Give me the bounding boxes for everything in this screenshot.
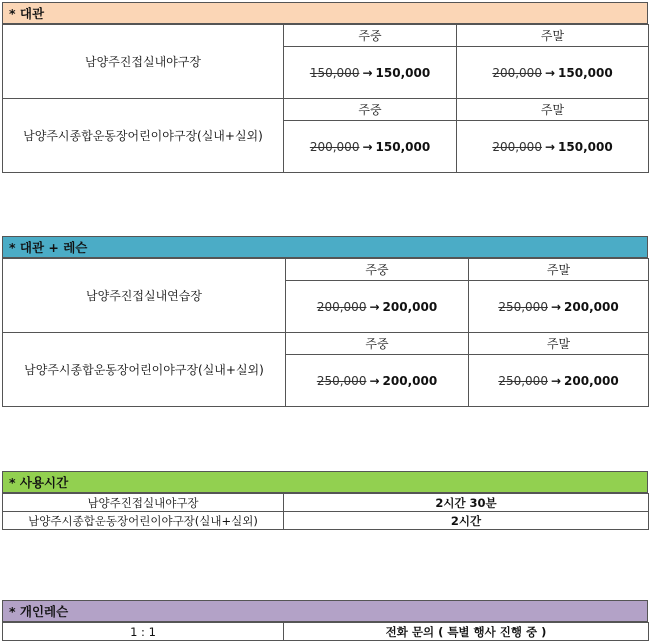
- section-header: * 사용시간: [2, 471, 648, 493]
- weekend-label: 주말: [469, 259, 649, 281]
- arrow-icon: →: [544, 139, 556, 154]
- facility-name: 남양주진접실내연습장: [3, 259, 286, 333]
- arrow-icon: →: [369, 299, 380, 314]
- weekend-label: 주말: [469, 333, 649, 355]
- facility-name: 남양주시종합운동장어린이야구장(실내+실외): [3, 99, 284, 173]
- old-price: 250,000: [316, 373, 367, 388]
- weekend-label: 주말: [457, 99, 649, 121]
- section-rental: [2, 2, 648, 173]
- old-price: 200,000: [309, 139, 360, 154]
- usage-table: [2, 493, 649, 530]
- weekend-price: [469, 281, 649, 333]
- section-usage-time: [2, 471, 648, 530]
- weekend-price: [457, 47, 649, 99]
- lesson-table: [2, 622, 649, 641]
- old-price: 200,000: [316, 299, 367, 314]
- lesson-type: 1 : 1: [3, 623, 284, 641]
- weekday-price: [284, 47, 457, 99]
- arrow-icon: →: [550, 373, 562, 388]
- weekend-price: [469, 355, 649, 407]
- section-header: * 개인레슨: [2, 600, 648, 622]
- arrow-icon: →: [544, 65, 556, 80]
- weekday-price: [284, 121, 457, 173]
- facility-name: 남양주진접실내야구장: [3, 494, 284, 512]
- arrow-icon: →: [550, 299, 562, 314]
- facility-name: 남양주시종합운동장어린이야구장(실내+실외): [3, 333, 286, 407]
- arrow-icon: →: [362, 65, 373, 80]
- new-price: 150,000: [558, 139, 613, 154]
- lesson-value: 전화 문의 ( 특별 행사 진행 중 ): [284, 623, 649, 641]
- new-price: 150,000: [375, 65, 431, 80]
- usage-value: 2시간: [284, 512, 649, 530]
- section-header: * 대관 + 레슨: [2, 236, 648, 258]
- old-price: 250,000: [498, 373, 548, 388]
- new-price: 200,000: [564, 299, 619, 314]
- weekday-label: 주중: [286, 259, 469, 281]
- old-price: 200,000: [492, 139, 542, 154]
- usage-value: 2시간 30분: [284, 494, 649, 512]
- arrow-icon: →: [369, 373, 380, 388]
- old-price: 250,000: [498, 299, 548, 314]
- section-rental-lesson: [2, 236, 648, 407]
- price-table: [2, 24, 649, 173]
- facility-name: 남양주시종합운동장어린이야구장(실내+실외): [3, 512, 284, 530]
- old-price: 150,000: [309, 65, 360, 80]
- weekday-label: 주중: [284, 25, 457, 47]
- section-private-lesson: [2, 600, 648, 641]
- section-header: * 대관: [2, 2, 648, 24]
- old-price: 200,000: [492, 65, 542, 80]
- price-table: [2, 258, 649, 407]
- weekday-label: 주중: [286, 333, 469, 355]
- weekend-label: 주말: [457, 25, 649, 47]
- new-price: 200,000: [382, 299, 438, 314]
- weekday-price: [286, 355, 469, 407]
- weekday-price: [286, 281, 469, 333]
- weekday-label: 주중: [284, 99, 457, 121]
- new-price: 200,000: [382, 373, 438, 388]
- weekend-price: [457, 121, 649, 173]
- new-price: 200,000: [564, 373, 619, 388]
- arrow-icon: →: [362, 139, 373, 154]
- facility-name: 남양주진접실내야구장: [3, 25, 284, 99]
- new-price: 150,000: [375, 139, 431, 154]
- new-price: 150,000: [558, 65, 613, 80]
